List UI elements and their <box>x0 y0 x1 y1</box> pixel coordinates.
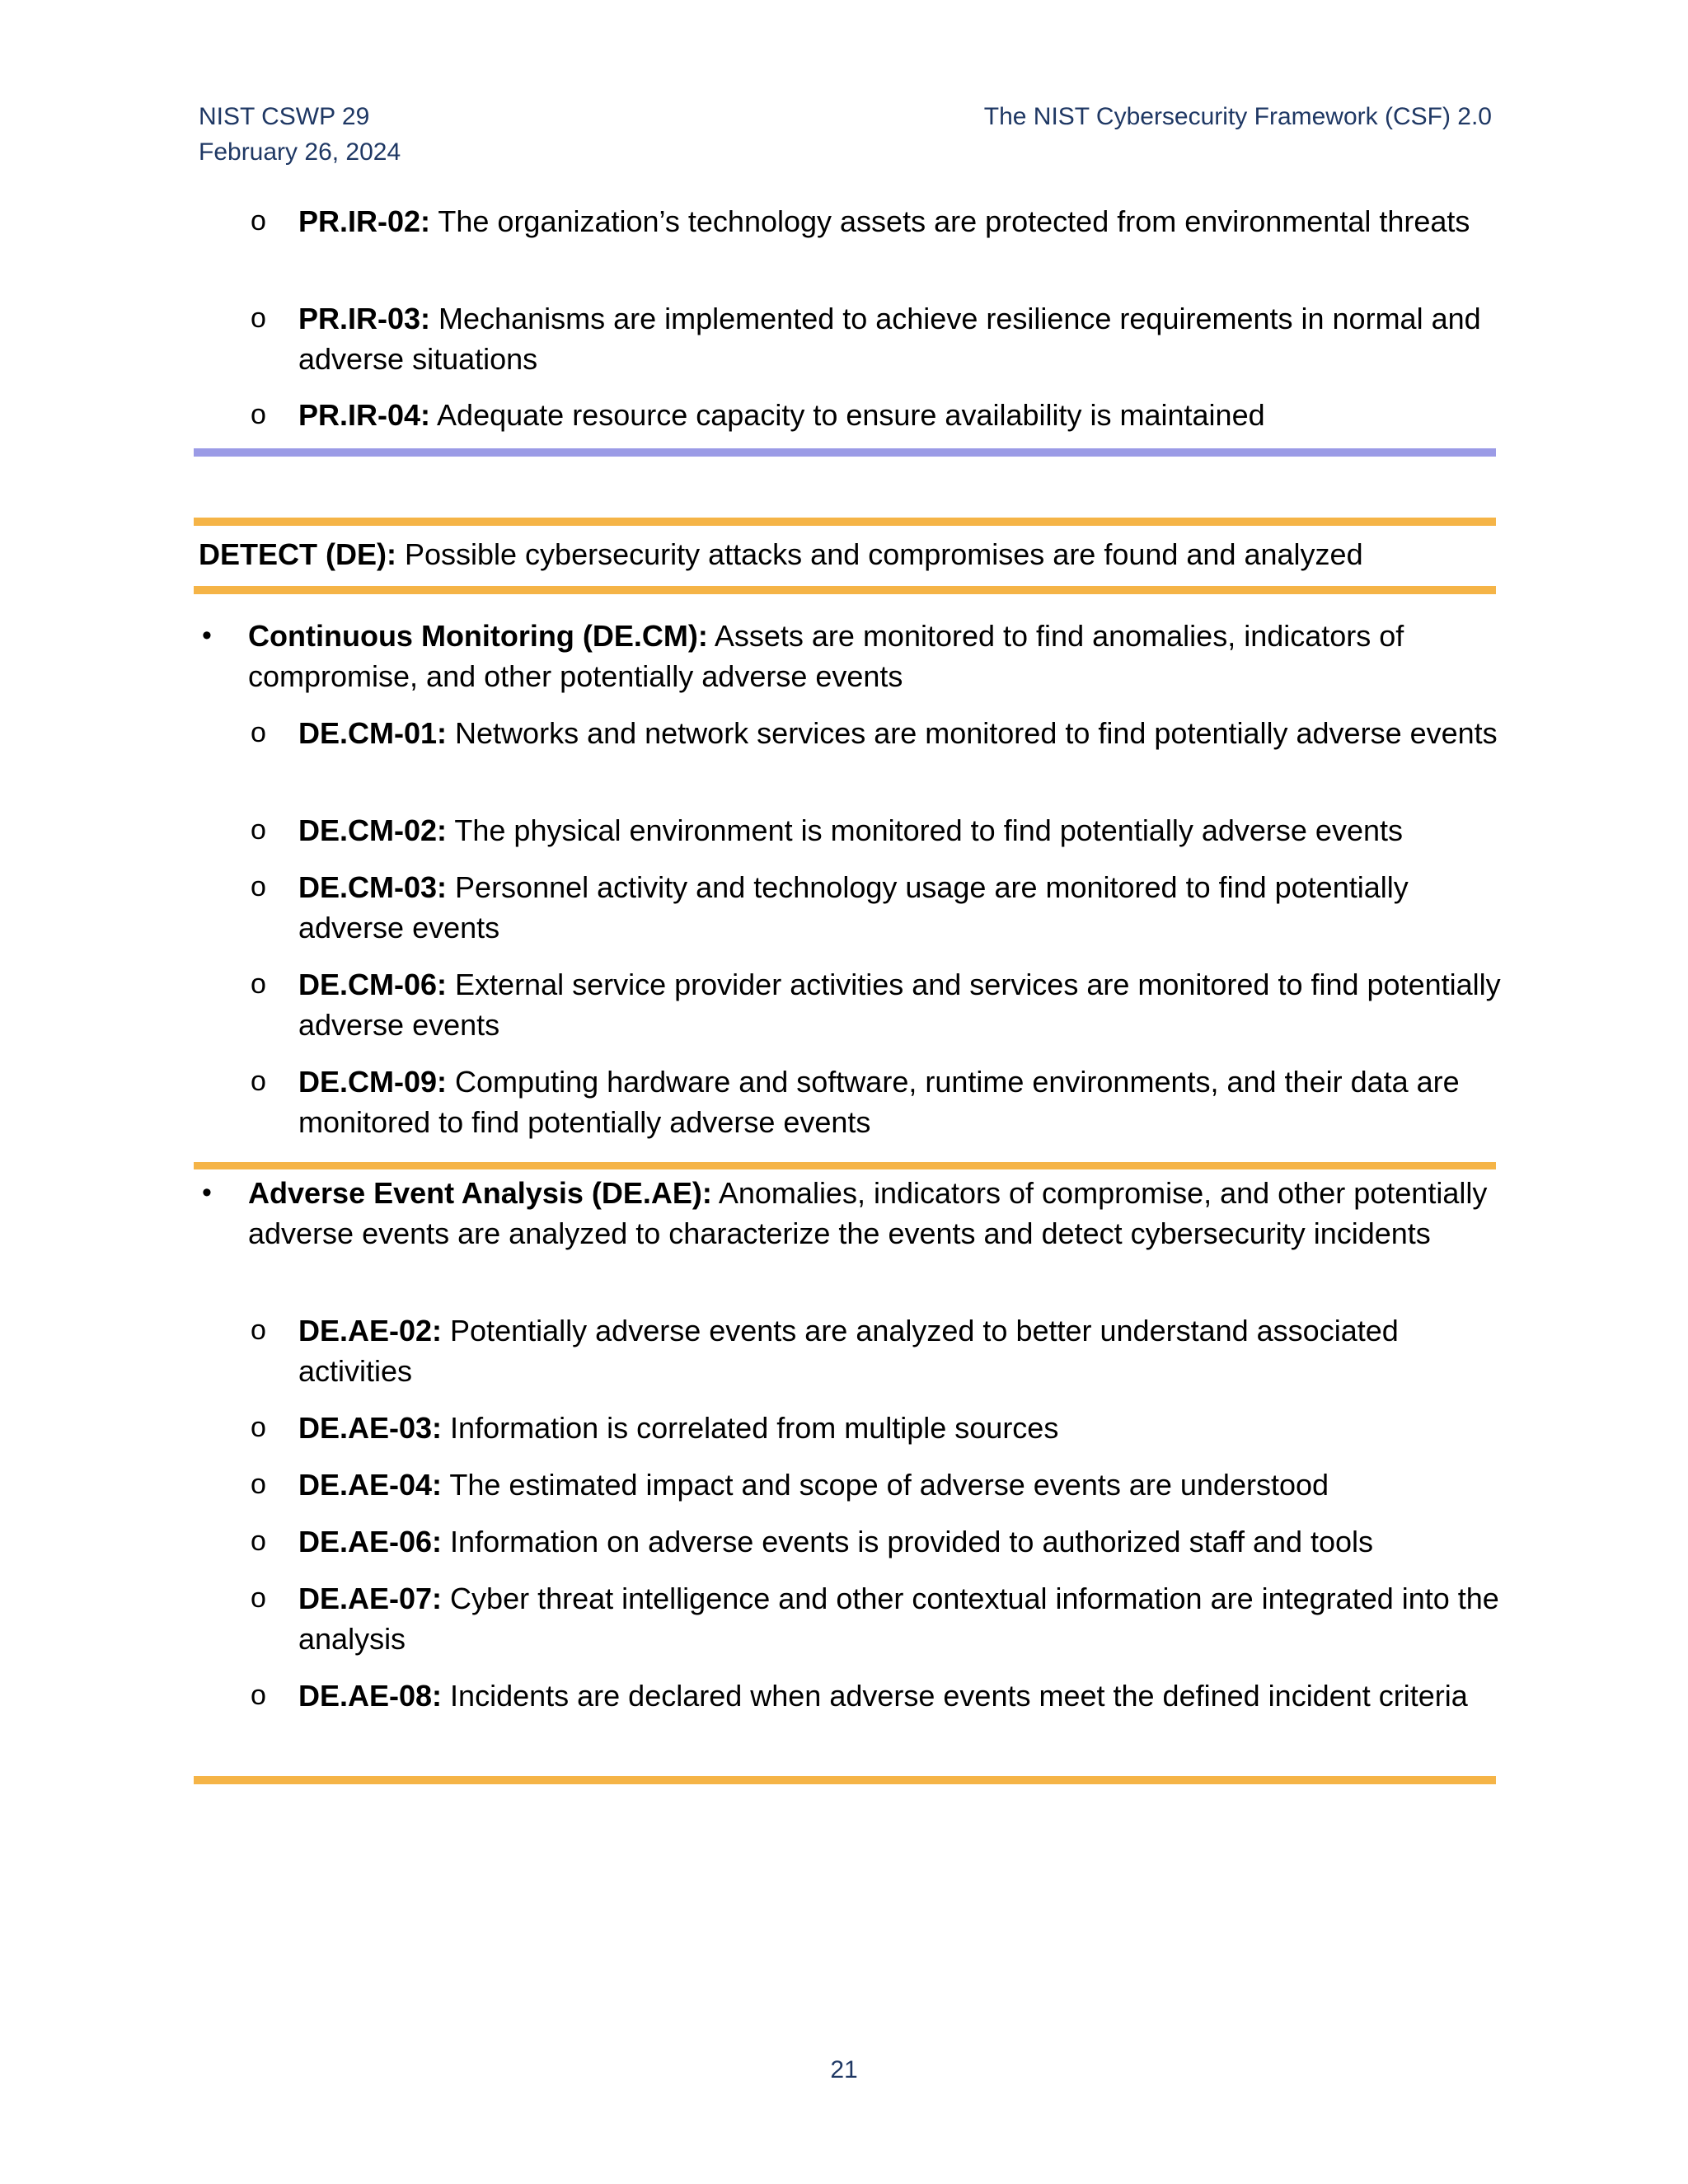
subcategory-id: DE.AE-04: <box>298 1468 443 1502</box>
list-item <box>251 867 1503 948</box>
hollow-bullet-icon: o <box>251 968 266 1000</box>
subcategory-id: DE.CM-01: <box>298 716 448 750</box>
hollow-bullet-icon: o <box>251 1315 266 1346</box>
detect-function-bottom-rule <box>194 586 1496 594</box>
category-label: Adverse Event Analysis (DE.AE): <box>248 1176 712 1210</box>
subcategory-text: Incidents are declared when adverse events meet the defined incident criteria <box>442 1679 1468 1713</box>
bullet-icon: • <box>202 1177 212 1208</box>
list-item <box>251 1310 1503 1391</box>
hollow-bullet-icon: o <box>251 1680 266 1711</box>
hollow-bullet-icon: o <box>251 717 266 748</box>
hollow-bullet-icon: o <box>251 871 266 902</box>
subcategory-id: PR.IR-04: <box>298 398 431 432</box>
subcategory-text: The organization’s technology assets are protected from environmental threats <box>430 204 1470 238</box>
subcategory-id: PR.IR-02: <box>298 204 431 238</box>
list-item <box>251 1465 1503 1505</box>
subcategory-text: Information on adverse events is provided to authorized staff and tools <box>442 1525 1374 1558</box>
header-doc-title: The NIST Cybersecurity Framework (CSF) 2.0 <box>983 103 1492 130</box>
category-divider <box>194 1776 1496 1784</box>
protect-section-divider <box>194 448 1496 457</box>
hollow-bullet-icon: o <box>251 302 266 334</box>
subcategory-id: DE.AE-07: <box>298 1582 443 1615</box>
header-date: February 26, 2024 <box>199 138 401 166</box>
hollow-bullet-icon: o <box>251 814 266 846</box>
detect-function-heading <box>199 534 1363 574</box>
subcategory-id: DE.CM-06: <box>298 968 448 1001</box>
subcategory-id: DE.CM-09: <box>298 1065 448 1099</box>
subcategory-id: DE.CM-02: <box>298 813 448 847</box>
subcategory-id: DE.AE-06: <box>298 1525 443 1558</box>
list-item <box>251 395 1503 435</box>
subcategory-id: DE.AE-03: <box>298 1411 443 1445</box>
hollow-bullet-icon: o <box>251 1469 266 1500</box>
list-item <box>251 1408 1503 1448</box>
subcategory-id: DE.CM-03: <box>298 870 448 904</box>
category-item <box>199 616 1503 696</box>
page-number: 21 <box>830 2056 858 2083</box>
function-description: Possible cybersecurity attacks and compromises are found and analyzed <box>396 537 1363 571</box>
list-item <box>251 1062 1503 1142</box>
subcategory-text: Networks and network services are monitored to find potentially adverse events <box>447 716 1498 750</box>
subcategory-text: Computing hardware and software, runtime environments, and their data are monitored to find potentially adverse events <box>298 1065 1460 1139</box>
subcategory-text: Mechanisms are implemented to achieve resilience requirements in normal and adverse situations <box>298 302 1481 376</box>
subcategory-text: The estimated impact and scope of adverse events are understood <box>442 1468 1329 1502</box>
subcategory-id: DE.AE-08: <box>298 1679 443 1713</box>
subcategory-text: Adequate resource capacity to ensure availability is maintained <box>430 398 1265 432</box>
list-item <box>251 964 1503 1045</box>
list-item <box>251 810 1503 851</box>
category-divider <box>194 1162 1496 1169</box>
hollow-bullet-icon: o <box>251 399 266 430</box>
hollow-bullet-icon: o <box>251 1066 266 1097</box>
subcategory-text: Information is correlated from multiple sources <box>442 1411 1059 1445</box>
category-text: Anomalies, indicators of compromise, and other potentially adverse events are analyzed to characterize the events and detect cybersecurity incidents <box>248 1176 1488 1250</box>
hollow-bullet-icon: o <box>251 205 266 237</box>
bullet-icon: • <box>202 620 212 651</box>
hollow-bullet-icon: o <box>251 1582 266 1614</box>
detect-function-top-rule <box>194 518 1496 526</box>
category-text: Assets are monitored to find anomalies, indicators of compromise, and other potentially adverse events <box>248 619 1404 693</box>
subcategory-text: Personnel activity and technology usage are monitored to find potentially adverse events <box>298 870 1409 944</box>
function-label: DETECT (DE): <box>199 537 396 571</box>
list-item <box>251 1578 1503 1659</box>
subcategory-id: PR.IR-03: <box>298 302 431 335</box>
subcategory-id: DE.AE-02: <box>298 1314 443 1347</box>
category-item <box>199 1173 1503 1254</box>
header-doc-id: NIST CSWP 29 <box>199 103 370 130</box>
list-item <box>251 201 1503 241</box>
subcategory-text: Potentially adverse events are analyzed to better understand associated activities <box>298 1314 1399 1388</box>
list-item <box>251 1675 1503 1716</box>
hollow-bullet-icon: o <box>251 1412 266 1443</box>
category-label: Continuous Monitoring (DE.CM): <box>248 619 708 653</box>
subcategory-text: Cyber threat intelligence and other contextual information are integrated into the analysis <box>298 1582 1499 1656</box>
subcategory-text: External service provider activities and services are monitored to find potentially adverse events <box>298 968 1501 1042</box>
list-item <box>251 1521 1503 1562</box>
hollow-bullet-icon: o <box>251 1526 266 1557</box>
list-item <box>251 298 1503 379</box>
list-item <box>251 713 1503 753</box>
subcategory-text: The physical environment is monitored to find potentially adverse events <box>447 813 1403 847</box>
